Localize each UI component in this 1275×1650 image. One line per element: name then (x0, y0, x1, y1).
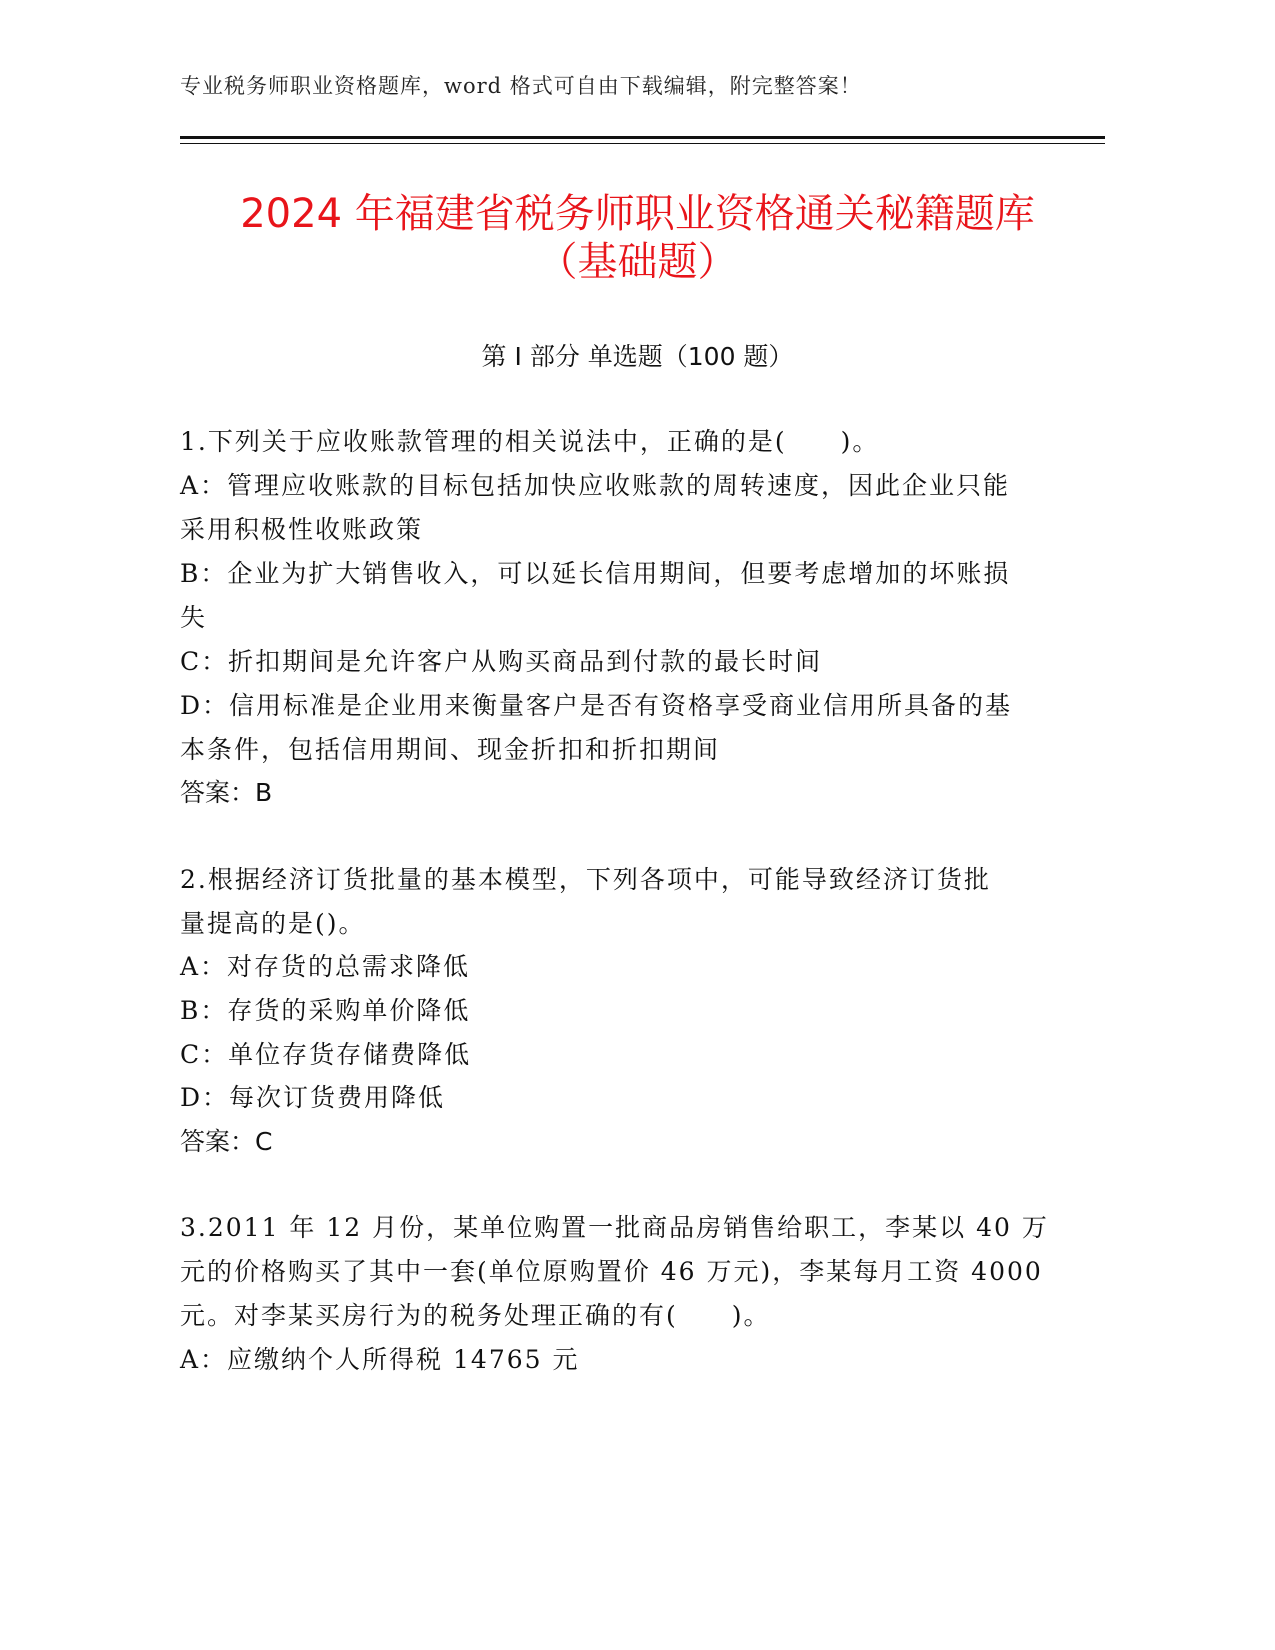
question-2-answer: 答案：C (180, 1127, 273, 1156)
header-note: 专业税务师职业资格题库，word 格式可自由下载编辑，附完整答案！ (180, 74, 862, 98)
question-1-stem: 1.下列关于应收账款管理的相关说法中，正确的是( )。 (180, 427, 880, 456)
question-2-option-a: A：对存货的总需求降低 (180, 952, 471, 981)
question-1-answer: 答案：B (180, 778, 273, 807)
header-rule-thin (180, 143, 1105, 144)
question-1-option-a: A：管理应收账款的目标包括加快应收账款的周转速度，因此企业只能 (180, 471, 1011, 500)
question-3-stem-cont-1: 元的价格购买了其中一套(单位原购置价 46 万元)，李某每月工资 4000 (180, 1257, 1043, 1286)
question-2-stem: 2.根据经济订货批量的基本模型，下列各项中，可能导致经济订货批 (180, 865, 991, 894)
header-rule-thick (180, 136, 1105, 139)
document-title: 2024 年福建省税务师职业资格通关秘籍题库 (240, 191, 1035, 237)
question-2-option-b: B：存货的采购单价降低 (180, 996, 471, 1025)
question-2-stem-cont: 量提高的是()。 (180, 909, 366, 938)
question-2-option-d: D：每次订货费用降低 (180, 1083, 446, 1112)
question-1-option-a-cont: 采用积极性收账政策 (180, 515, 424, 544)
question-3-option-a: A：应缴纳个人所得税 14765 元 (180, 1345, 580, 1374)
question-3-stem-cont-2: 元。对李某买房行为的税务处理正确的有( )。 (180, 1301, 771, 1330)
document-subtitle: （基础题） (537, 239, 738, 285)
question-1-option-b: B：企业为扩大销售收入，可以延长信用期间，但要考虑增加的坏账损 (180, 559, 1011, 588)
section-heading: 第 I 部分 单选题（100 题） (481, 342, 794, 371)
question-3-stem: 3.2011 年 12 月份，某单位购置一批商品房销售给职工，李某以 40 万 (180, 1213, 1049, 1242)
question-1-option-d-cont: 本条件，包括信用期间、现金折扣和折扣期间 (180, 735, 721, 764)
question-1-option-d: D：信用标准是企业用来衡量客户是否有资格享受商业信用所具备的基 (180, 691, 1013, 720)
question-2-option-c: C：单位存货存储费降低 (180, 1040, 472, 1069)
question-1-option-b-cont: 失 (180, 603, 208, 632)
question-1-option-c: C：折扣期间是允许客户从购买商品到付款的最长时间 (180, 647, 823, 676)
